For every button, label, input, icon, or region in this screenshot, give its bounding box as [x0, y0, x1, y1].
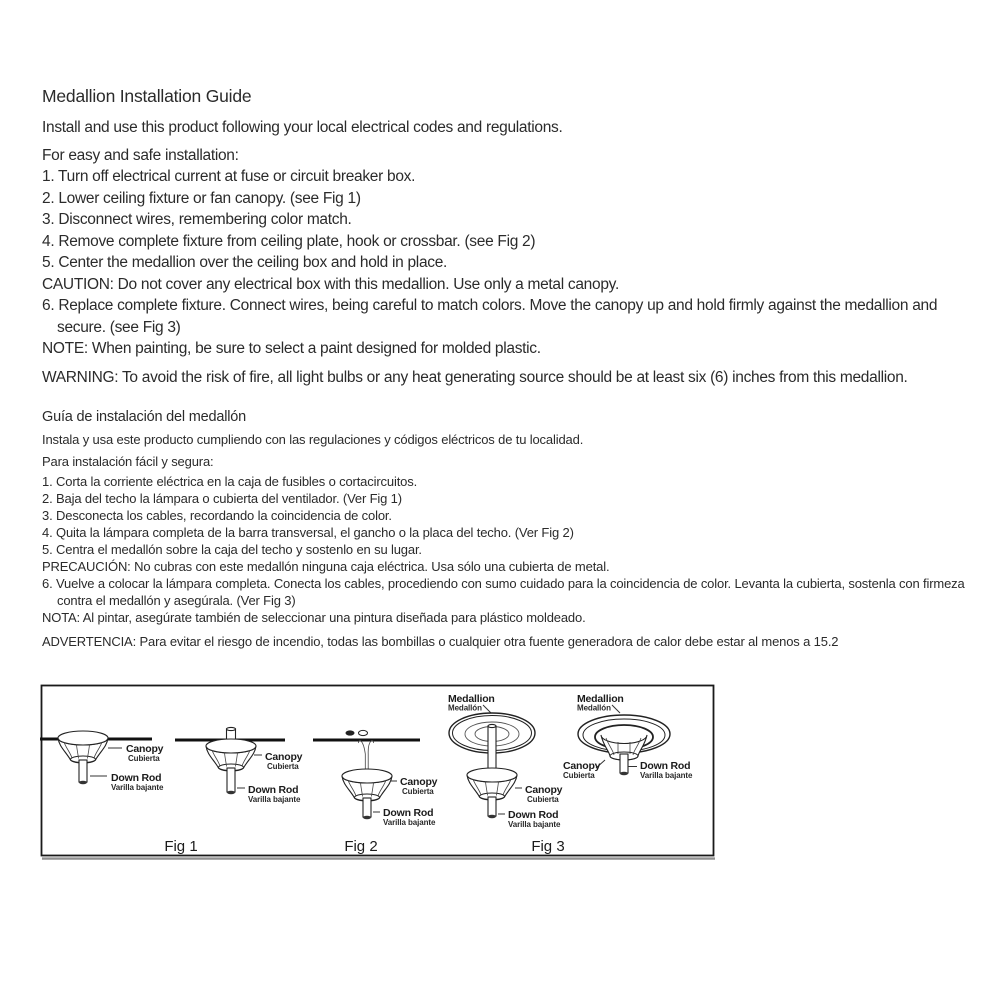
- es-step-2: 2. Baja del techo la lámpara o cubierta del ventilador. (Ver Fig 1): [42, 491, 402, 506]
- fig3a-medallion-label-es: Medallón: [448, 703, 482, 713]
- page-title: Medallion Installation Guide: [42, 86, 252, 106]
- es-instruction-list: [42, 473, 967, 626]
- es-intro: Instala y usa este producto cumpliendo con las regulaciones y códigos eléctricos de tu localidad.: [42, 432, 584, 447]
- fig3a-downrod-label-es: Varilla bajante: [508, 820, 561, 829]
- fig3b-medallion-label-es: Medallón: [577, 703, 611, 713]
- fig2-canopy-label: Canopy: [400, 776, 438, 788]
- es-step-3: 3. Desconecta los cables, recordando la coincidencia de color.: [42, 508, 392, 523]
- fig3b-downrod-label-es: Varilla bajante: [640, 771, 693, 780]
- fig1b-downrod-label-es: Varilla bajante: [248, 795, 301, 804]
- fig2-label: Fig 2: [344, 838, 378, 855]
- fig3-label: Fig 3: [531, 838, 565, 855]
- fig1b-canopy-label-es: Cubierta: [267, 762, 299, 771]
- es-step-4: 4. Quita la lámpara completa de la barra transversal, el gancho o la placa del techo. (Ver Fig 2): [42, 525, 574, 540]
- es-heading: Guía de instalación del medallón: [42, 409, 246, 425]
- es-subheading: Para instalación fácil y segura:: [42, 454, 214, 469]
- en-intro: Install and use this product following your local electrical codes and regulations.: [42, 119, 563, 136]
- fig3b-canopy-label: Canopy: [563, 760, 601, 772]
- fig2-downrod-label-es: Varilla bajante: [383, 818, 436, 827]
- fig3a-canopy-label-es: Cubierta: [527, 795, 559, 804]
- es-step-1: 1. Corta la corriente eléctrica en la caja de fusibles o cortacircuitos.: [42, 474, 418, 489]
- fig2-canopy-label-es: Cubierta: [402, 787, 434, 796]
- en-step-4: 4. Remove complete fixture from ceiling plate, hook or crossbar. (see Fig 2): [42, 232, 536, 250]
- fig1b-downrod-label: Down Rod: [248, 784, 299, 796]
- es-step-6: 6. Vuelve a colocar la lámpara completa. Conecta los cables, procediendo con sumo cuidado para la coincidencia de color. Levanta la cubierta, sostenla con firmeza contra el medallón y asegúrala. (Ver Fig 3): [42, 576, 965, 608]
- en-step-3: 3. Disconnect wires, remembering color match.: [42, 211, 352, 228]
- fig1a-downrod-label: Down Rod: [111, 772, 162, 784]
- fig3b-medallion-label: Medallion: [577, 693, 624, 705]
- es-warning: ADVERTENCIA: Para evitar el riesgo de incendio, todas las bombillas o cualquier otra fuente generadora de calor debe estar al menos a 15.2: [42, 634, 839, 649]
- fig3a-canopy-label: Canopy: [525, 784, 563, 796]
- fig1-label: Fig 1: [164, 838, 198, 855]
- en-subheading: For easy and safe installation:: [42, 147, 239, 164]
- en-step-2: 2. Lower ceiling fixture or fan canopy. (see Fig 1): [42, 189, 361, 207]
- fig3b-downrod-label: Down Rod: [640, 760, 691, 772]
- fig3a-downrod-label: Down Rod: [508, 809, 559, 821]
- es-nota: NOTA: Al pintar, asegúrate también de seleccionar una pintura diseñada para plástico moldeado.: [42, 610, 586, 625]
- fig1b-canopy-label: Canopy: [265, 751, 303, 763]
- fig2-downrod-label: Down Rod: [383, 807, 434, 819]
- en-step-6: 6. Replace complete fixture. Connect wires, being careful to match colors. Move the canopy up and hold firmly against the medallion and secure. (see Fig 3): [42, 297, 938, 336]
- en-step-1: 1. Turn off electrical current at fuse or circuit breaker box.: [42, 168, 416, 185]
- fig1a-canopy-label: Canopy: [126, 743, 164, 755]
- en-step-5: 5. Center the medallion over the ceiling box and hold in place.: [42, 254, 448, 271]
- es-precaucion: PRECAUCIÓN: No cubras con este medallón ninguna caja eléctrica. Usa sólo una cubierta de metal.: [42, 559, 610, 574]
- fig1a-downrod-label-es: Varilla bajante: [111, 783, 164, 792]
- fig3b-canopy-label-es: Cubierta: [563, 771, 595, 780]
- en-caution: CAUTION: Do not cover any electrical box with this medallion. Use only a metal canopy.: [42, 275, 619, 293]
- fig3a-medallion-label: Medallion: [448, 693, 495, 705]
- fig1a-canopy-label-es: Cubierta: [128, 754, 160, 763]
- en-warning: WARNING: To avoid the risk of fire, all light bulbs or any heat generating source should be at least six (6) inches from this medallion.: [42, 369, 908, 386]
- en-instruction-list: [42, 166, 967, 360]
- es-step-5: 5. Centra el medallón sobre la caja del techo y sostenlo en su lugar.: [42, 542, 422, 557]
- figure-diagram: [40, 684, 716, 862]
- en-note: NOTE: When painting, be sure to select a paint designed for molded plastic.: [42, 340, 541, 357]
